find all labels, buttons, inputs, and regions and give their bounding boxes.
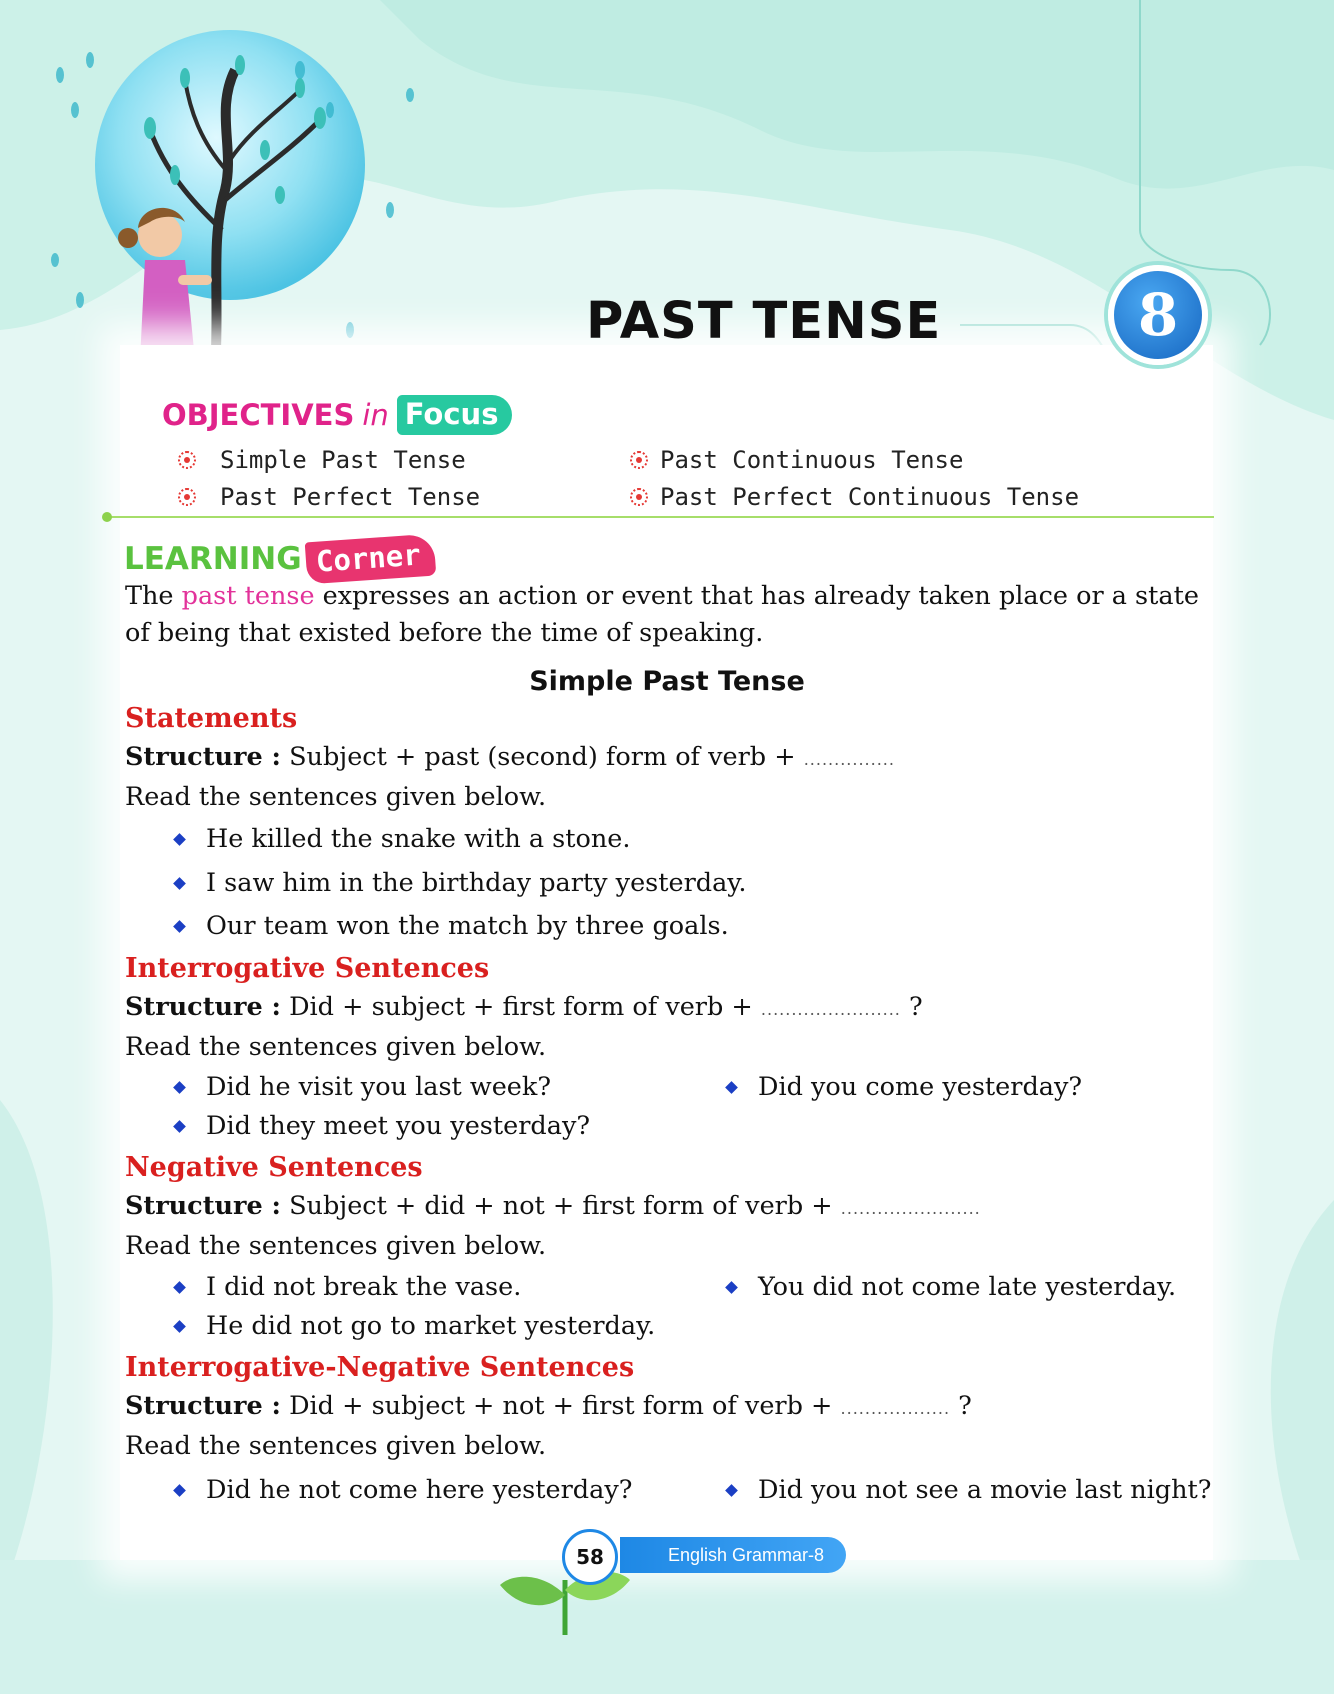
example-sentence bbox=[727, 1272, 1176, 1302]
objective-item bbox=[630, 483, 1079, 511]
example-text: I did not break the vase. bbox=[206, 1272, 522, 1302]
section-subheading: Simple Past Tense bbox=[529, 666, 805, 697]
diamond-bullet-icon bbox=[725, 1081, 738, 1094]
example-text: Did he not come here yesterday? bbox=[206, 1475, 633, 1505]
read-instruction: Read the sentences given below. bbox=[125, 782, 547, 812]
example-text: Did you not see a movie last night? bbox=[758, 1475, 1212, 1505]
diamond-bullet-icon bbox=[725, 1484, 738, 1497]
interrogative-negative-heading: Interrogative-Negative Sentences bbox=[125, 1352, 635, 1383]
chapter-badge: 8 bbox=[1108, 265, 1208, 365]
objective-item bbox=[630, 446, 963, 474]
structure-formula: Subject + past (second) form of verb + bbox=[289, 742, 804, 772]
objective-item bbox=[178, 483, 480, 511]
objective-label: Past Perfect Continuous Tense bbox=[660, 483, 1080, 511]
objectives-heading-focus: Focus bbox=[397, 395, 513, 435]
objective-label: Past Continuous Tense bbox=[660, 446, 964, 474]
diamond-bullet-icon bbox=[173, 1320, 186, 1333]
read-instruction: Read the sentences given below. bbox=[125, 1231, 547, 1261]
diamond-bullet-icon bbox=[173, 1120, 186, 1133]
read-instruction: Read the sentences given below. bbox=[125, 1431, 547, 1461]
negative-heading: Negative Sentences bbox=[125, 1152, 423, 1183]
highlight-term: past tense bbox=[181, 581, 315, 611]
diamond-bullet-icon bbox=[173, 1484, 186, 1497]
red-bullet-icon bbox=[630, 488, 648, 506]
page-number: 58 bbox=[562, 1529, 618, 1585]
diamond-bullet-icon bbox=[173, 877, 186, 890]
structure-label: Structure : bbox=[125, 742, 281, 772]
divider-line bbox=[106, 516, 1214, 518]
example-sentence bbox=[175, 1475, 632, 1505]
intro-text: The bbox=[125, 581, 182, 611]
interrogative-heading: Interrogative Sentences bbox=[125, 953, 490, 984]
structure-formula: Did + subject + first form of verb + bbox=[289, 992, 761, 1022]
example-text: Did they meet you yesterday? bbox=[206, 1111, 591, 1141]
example-text: Did you come yesterday? bbox=[758, 1072, 1083, 1102]
example-sentence bbox=[175, 1072, 551, 1102]
diamond-bullet-icon bbox=[725, 1281, 738, 1294]
example-text: I saw him in the birthday party yesterday. bbox=[206, 868, 747, 898]
structure-dots: ....................... bbox=[840, 1199, 981, 1218]
example-text: Did he visit you last week? bbox=[206, 1072, 552, 1102]
book-title-banner: English Grammar-8 bbox=[620, 1537, 846, 1573]
structure-label: Structure : bbox=[125, 1191, 281, 1221]
example-sentence bbox=[175, 1272, 521, 1302]
example-text: He did not go to market yesterday. bbox=[206, 1311, 656, 1341]
diamond-bullet-icon bbox=[173, 1281, 186, 1294]
example-sentence bbox=[175, 1111, 590, 1141]
learning-corner-heading bbox=[124, 538, 434, 580]
structure-dots: ....................... bbox=[760, 1000, 901, 1019]
red-bullet-icon bbox=[630, 451, 648, 469]
red-bullet-icon bbox=[178, 451, 196, 469]
objective-label: Simple Past Tense bbox=[220, 446, 466, 474]
example-text: He killed the snake with a stone. bbox=[206, 824, 631, 854]
structure-label: Structure : bbox=[125, 992, 281, 1022]
example-text: Our team won the match by three goals. bbox=[206, 911, 729, 941]
objectives-heading bbox=[162, 395, 512, 435]
divider-dot-icon bbox=[102, 512, 112, 522]
interrogative-structure bbox=[125, 992, 923, 1022]
diamond-bullet-icon bbox=[173, 920, 186, 933]
structure-dots: ............... bbox=[803, 750, 895, 769]
read-instruction: Read the sentences given below. bbox=[125, 1032, 547, 1062]
structure-dots: .................. bbox=[840, 1399, 951, 1418]
objectives-heading-in: in bbox=[362, 398, 389, 432]
example-sentence bbox=[175, 911, 729, 941]
example-text: You did not come late yesterday. bbox=[758, 1272, 1177, 1302]
objectives-heading-main: OBJECTIVES bbox=[162, 398, 355, 432]
diamond-bullet-icon bbox=[173, 833, 186, 846]
negative-structure bbox=[125, 1191, 981, 1221]
statements-structure bbox=[125, 742, 895, 772]
intro-line-1 bbox=[125, 578, 1215, 615]
structure-label: Structure : bbox=[125, 1391, 281, 1421]
intro-line-2: of being that existed before the time of speaking. bbox=[125, 618, 764, 648]
example-sentence bbox=[175, 824, 630, 854]
interrogative-negative-structure bbox=[125, 1391, 972, 1421]
example-sentence bbox=[727, 1475, 1211, 1505]
example-sentence bbox=[727, 1072, 1082, 1102]
example-sentence bbox=[175, 868, 746, 898]
intro-paragraph bbox=[125, 578, 1215, 652]
page-title: PAST TENSE bbox=[586, 292, 942, 351]
structure-end: ? bbox=[950, 1391, 972, 1421]
red-bullet-icon bbox=[178, 488, 196, 506]
objective-item bbox=[178, 446, 466, 474]
example-sentence bbox=[175, 1311, 655, 1341]
structure-formula: Did + subject + not + first form of verb + bbox=[289, 1391, 841, 1421]
intro-text: expresses an action or event that has already taken place or a state bbox=[314, 581, 1199, 611]
learning-heading-main: LEARNING bbox=[124, 541, 302, 577]
objective-label: Past Perfect Tense bbox=[220, 483, 481, 511]
structure-end: ? bbox=[900, 992, 923, 1022]
diamond-bullet-icon bbox=[173, 1081, 186, 1094]
learning-heading-corner: Corner bbox=[304, 534, 435, 585]
statements-heading: Statements bbox=[125, 703, 298, 734]
structure-formula: Subject + did + not + first form of verb + bbox=[289, 1191, 841, 1221]
